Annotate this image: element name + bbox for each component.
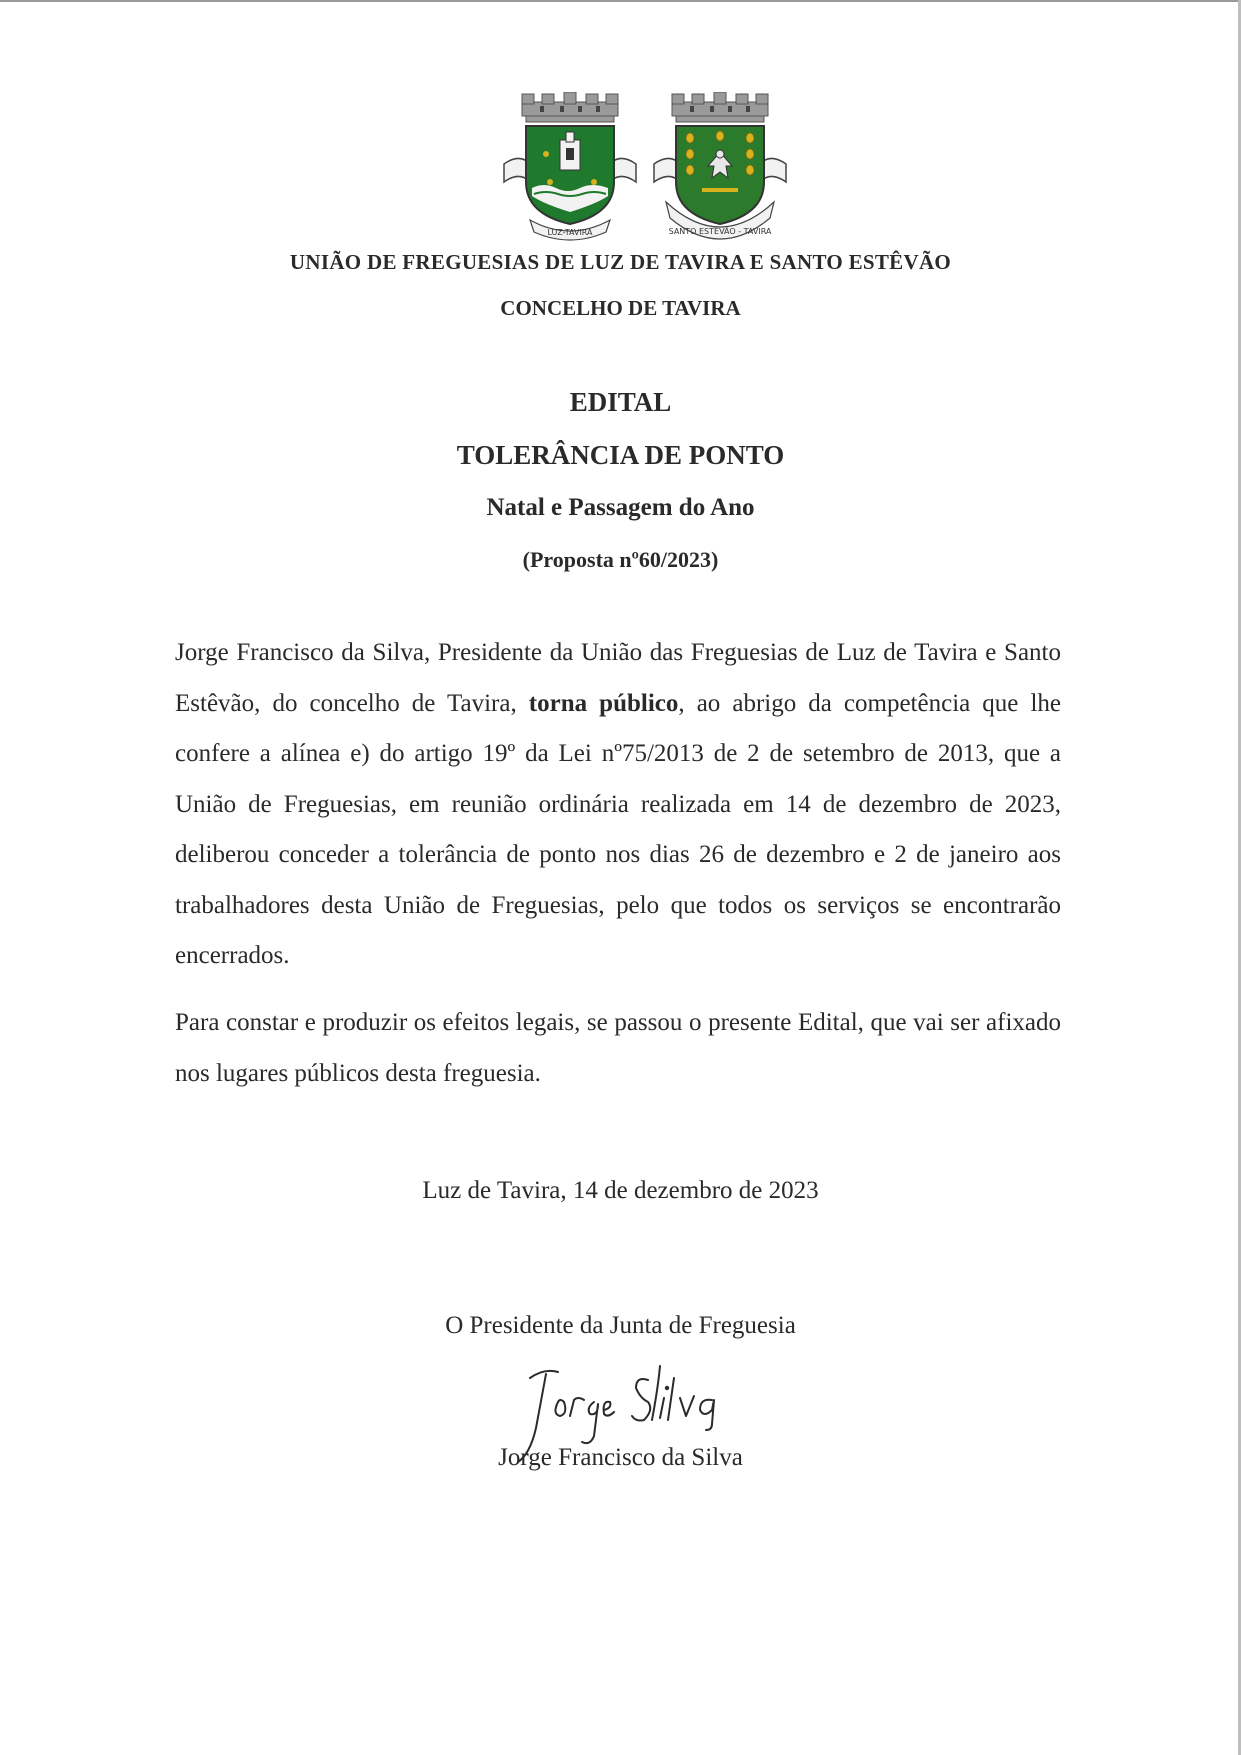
municipality-name: CONCELHO DE TAVIRA xyxy=(500,296,741,320)
signature-text: Jorge Silva xyxy=(500,1358,505,1359)
subject-heading: TOLERÂNCIA DE PONTO xyxy=(456,440,785,470)
paragraph-1-rest: , ao abrigo da competência que lhe confere a alínea e) do artigo 19º da Lei nº75/2013 de 2 de setembro de 2013, que a União de Freguesias, em reunião ordinária realizada em 14 de dezembro de 2023, deliberou conceder a tolerância de ponto nos dias 26 de dezembro e 2 de janeiro aos trabalhadores desta União de Freguesias, pelo que todos os serviços se encontrarão encerrados. xyxy=(175,689,1061,969)
organization-name: UNIÃO DE FREGUESIAS DE LUZ DE TAVIRA E SANTO ESTÊVÃO xyxy=(289,250,952,274)
crest-right-label: SANTO ESTÊVÃO - TAVIRA xyxy=(668,227,772,236)
luz-tavira-crest-icon xyxy=(500,92,640,242)
body-paragraph-2: Para constar e produzir os efeitos legais, se passou o presente Edital, que vai ser afixado nos lugares públicos desta freguesia. xyxy=(175,1009,1061,1087)
proposal-number: (Proposta nº60/2023) xyxy=(522,547,719,572)
signatory-name: Jorge Francisco da Silva xyxy=(498,1444,743,1471)
document-type-heading: EDITAL xyxy=(569,387,672,417)
santo-estevao-crest-icon xyxy=(650,92,790,242)
coats-of-arms xyxy=(500,92,790,242)
crest-left-label: LUZ-TAVIRA xyxy=(547,228,593,237)
occasion-heading: Natal e Passagem do Ano xyxy=(486,494,755,521)
place-and-date: Luz de Tavira, 14 de dezembro de 2023 xyxy=(422,1177,819,1204)
paragraph-1-intro: Jorge Francisco da Silva, Presidente da União das Freguesias de Luz de Tavira e Santo Estêvão, do concelho de Tavira, xyxy=(175,639,1061,717)
paragraph-1-emphasis: torna público xyxy=(528,689,679,717)
scan-edge-top xyxy=(0,0,1241,2)
body-paragraph-1 xyxy=(175,628,1061,982)
signatory-role: O Presidente da Junta de Freguesia xyxy=(445,1312,796,1339)
